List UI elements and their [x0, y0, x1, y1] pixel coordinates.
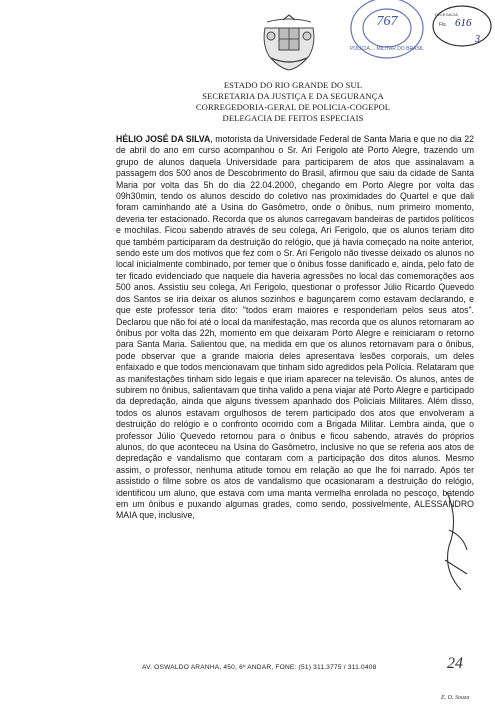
handwritten-page-number: 24 [447, 655, 463, 672]
header-line-secretariat: SECRETARIA DA JUSTIÇA E DA SEGURANÇA [202, 91, 384, 101]
letterhead [150, 80, 436, 124]
stamp-page-extra: 3 [475, 34, 480, 45]
statement-text: , motorista da Universidade Federal de Santa Maria e que no dia 22 de abril do ano em curso acompanhou o Sr. Ari Ferigolo até Porto Alegre, trazendo um grupo de alunos daquela Universidade para participarem de atos que assinalavam a passagem dos 500 anos de Descobrimento do Brasil, afirmou que saiu da cidade de Santa Maria por volta das 5h do dia 22.04.2000, chegando em Porto Alegre por volta das 09h30min, tendo os alunos descido do coletivo nas proximidades do Quartel e que dali foram caminhando até a Usina do Gasômetro, onde o ônibus, num primeiro momento, deveria ter estacionado. Recorda que os alunos carregavam bandeiras de partidos políticos e mochilas. Ficou sabendo através de seu colega, Ari Ferigolo, que os alunos teriam dito que também participaram da destruição do relógio, que já havia começado na noite anterior, sendo este um dos motivos que fez com o Sr. Ari Ferigolo não tivesse deixado os alunos no local inicialmente combinado, por temer que o ônibus fosse danificado e, ainda, pelo fato de ter ficado evidenciado que naquele dia haveria agressões no local das comemorações aos 500 anos. Assistiu seu colega, Ari Ferigolo, questionar o professor Júlio Ricardo Quevedo dos Santos se iria deixar os alunos sozinhos e bagunçarem como estavam declarando, e que este professor teria dito: "todos eram maiores e responderiam pelos seus atos". Declarou que não foi até o local da manifestação, mas recorda que os alunos retornaram ao ônibus por volta das 22h, momento em que deixaram Porto Alegre e reiniciaram o retorno para Santa Maria. Salientou que, na medida em que os alunos retornavam para o ônibus, pode observar que a grande maioria deles apresentava lesões corporais, um deles enfaixado e que todos mencionavam que tinham sido agredidos pela Polícia. Relataram que as manifestações tinham sido legais e que iriam aparecer na televisão. Os alunos, antes de subirem no ônibus, salientavam que tinha valido a pena viajar até Porto Alegre e participado da depredação, ainda que alguns tivessem apanhado dos Policiais Militares. Além disso, todos os alunos estavam orgulhosos de terem participado dos atos que envolveram a destruição do relógio e o confronto ocorrido com a Brigada Militar. Lembra ainda, que o professor Júlio Quevedo retornou para o ônibus e ficou sabendo, através do próprios alunos, do que aconteceu na Usina do Gasômetro, inclusive no que se referia aos atos de depredação e vandalismo que contaram com a participação dos ditos alunos. Mesmo assim, o professor, nenhuma atitude tomou em relação ao que lhe foi narrado. Após ter assistido o filme sobre os atos de vandalismo que ocasionaram a destruição do relógio, identificou um aluno, que estava com uma manta vermelha enrolada no pescoço, batendo em um ônibus e puxando algumas grades, como sendo, possivelmente, ALESSANDRO MAIA que, inclusive, [116, 134, 475, 521]
page-number-stamp [431, 4, 493, 50]
handwritten-initials [441, 686, 491, 701]
stamp-page-prefix: Fls. [439, 22, 448, 28]
header-line-state: ESTADO DO RIO GRANDE DO SUL [223, 80, 363, 90]
coat-of-arms-emblem [259, 14, 319, 72]
stamp-unit: DELEGACIA [435, 12, 458, 17]
initials-text: E. D. Souza [441, 695, 470, 701]
witness-name: HÉLIO JOSÉ DA SILVA [116, 134, 211, 144]
header-line-corregedoria: CORREGEDORIA-GERAL DE POLICIA-COGEPOL [195, 102, 391, 112]
header-line-delegacia: DELEGACIA DE FEITOS ESPECIAIS [222, 113, 364, 123]
stamp-round-text: POLÍCIA ... MILITAR DO BRASIL [350, 46, 424, 52]
stamp-round-number: 767 [376, 14, 398, 29]
stamp-page-number: 616 [455, 17, 472, 29]
footer-address: AV. OSWALDO ARANHA, 450, 6º ANDAR, FONE: (51) 311.3775 / 311.0408 [142, 664, 377, 671]
round-stamp [337, 0, 429, 66]
margin-signature [437, 490, 477, 600]
statement-body [116, 134, 474, 522]
